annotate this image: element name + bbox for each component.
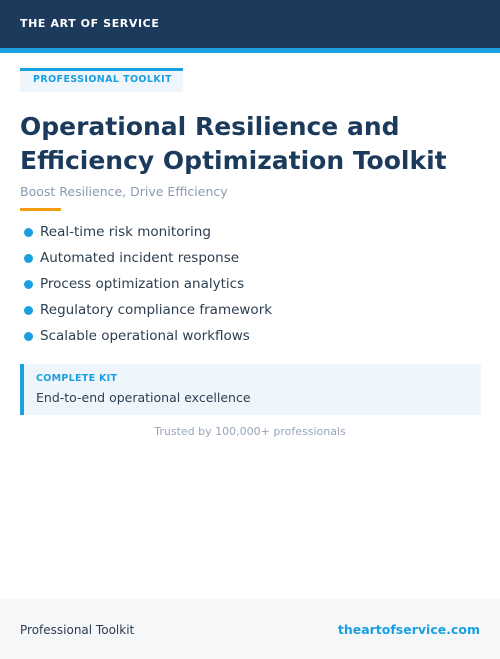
feature-item bbox=[20, 248, 272, 274]
feature-label: Regulatory compliance framework bbox=[40, 302, 273, 318]
callout-kicker: COMPLETE KIT bbox=[36, 373, 118, 384]
accent-strip bbox=[0, 48, 500, 53]
feature-list bbox=[20, 222, 272, 352]
feature-item bbox=[20, 326, 272, 352]
feature-label: Automated incident response bbox=[40, 250, 240, 266]
category-tag bbox=[20, 68, 183, 92]
page-title: Operational Resilience and Efficiency Optimization Toolkit bbox=[20, 112, 447, 175]
feature-item bbox=[20, 222, 272, 248]
bullet-icon bbox=[24, 280, 33, 289]
brand-name: THE ART OF SERVICE bbox=[20, 17, 160, 30]
title-underline bbox=[20, 208, 61, 211]
bullet-icon bbox=[24, 254, 33, 263]
footer bbox=[0, 599, 500, 659]
category-tag-label: PROFESSIONAL TOOLKIT bbox=[33, 74, 172, 85]
website-link[interactable]: theartofservice.com bbox=[337, 622, 480, 637]
feature-label: Process optimization analytics bbox=[40, 276, 245, 292]
footer-label: Professional Toolkit bbox=[20, 623, 135, 637]
top-bar bbox=[0, 0, 500, 48]
feature-label: Scalable operational workflows bbox=[40, 328, 250, 344]
feature-item bbox=[20, 274, 272, 300]
callout-text: End-to-end operational excellence bbox=[36, 390, 251, 405]
page-subtitle: Boost Resilience, Drive Efficiency bbox=[20, 184, 228, 199]
bullet-icon bbox=[24, 306, 33, 315]
bullet-icon bbox=[24, 332, 33, 341]
feature-label: Real-time risk monitoring bbox=[40, 224, 211, 240]
bullet-icon bbox=[24, 228, 33, 237]
feature-item bbox=[20, 300, 272, 326]
complete-kit-callout bbox=[20, 364, 481, 415]
trusted-by-note: Trusted by 100,000+ professionals bbox=[154, 425, 346, 438]
